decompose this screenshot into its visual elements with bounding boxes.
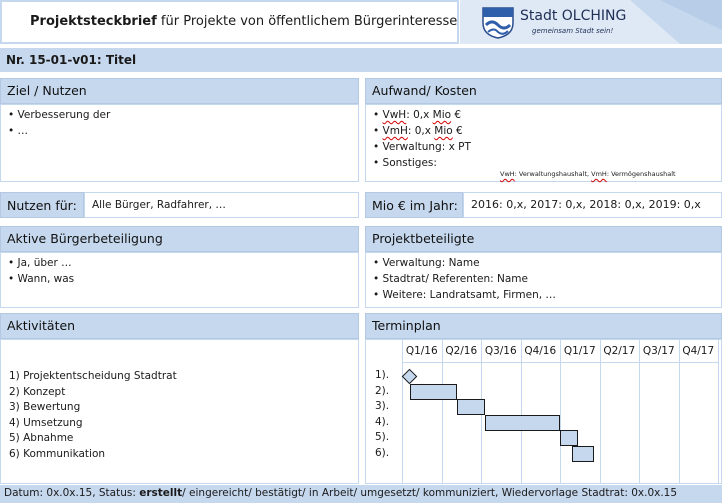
gantt-quarter-label: Q4/16 bbox=[524, 345, 557, 357]
aktivitaeten-header bbox=[0, 313, 359, 339]
project-id-bar bbox=[0, 48, 722, 72]
beteiligte-body bbox=[365, 252, 722, 308]
aufwand-item-vmh: • VmH: 0,x Mio € bbox=[373, 125, 463, 137]
gantt-chart bbox=[366, 340, 721, 483]
gantt-quarter-label: Q2/16 bbox=[445, 345, 478, 357]
ziel-title: Ziel / Nutzen bbox=[7, 83, 87, 98]
gantt-quarter-label: Q3/17 bbox=[642, 345, 675, 357]
gantt-quarter-label: Q1/16 bbox=[405, 345, 438, 357]
mio-jahr-value-box bbox=[463, 192, 722, 218]
page-title-rest: für Projekte von öffentlichem Bürgerinteresse bbox=[156, 14, 458, 29]
nutzen-fuer-value-box bbox=[84, 192, 359, 218]
gantt-bar bbox=[410, 384, 457, 400]
beteiligte-header bbox=[365, 226, 722, 252]
logo-area bbox=[460, 0, 722, 44]
gantt-quarter-label: Q4/17 bbox=[682, 345, 715, 357]
coat-of-arms-icon bbox=[480, 5, 516, 39]
footer-status-bar bbox=[0, 485, 722, 503]
gantt-row-label: 2). bbox=[375, 384, 390, 397]
gantt-bar bbox=[560, 430, 578, 446]
nutzen-fuer-value: Alle Bürger, Radfahrer, … bbox=[92, 199, 226, 211]
gantt-row-label: 6). bbox=[375, 446, 390, 459]
aufwand-item-sonstiges: • Sonstiges: bbox=[373, 157, 437, 169]
beteiligte-item: • Stadtrat/ Referenten: Name bbox=[373, 273, 528, 285]
aufwand-item-verwaltung: • Verwaltung: x PT bbox=[373, 141, 471, 153]
buerger-title: Aktive Bürgerbeteiligung bbox=[7, 231, 163, 246]
terminplan-header bbox=[365, 313, 722, 339]
aktivitaet-item: 1) Projektentscheidung Stadtrat bbox=[9, 370, 177, 382]
footer-date-label: Datum: 0x.0x.15, Status: bbox=[4, 487, 140, 499]
project-id-title: Nr. 15-01-v01: Titel bbox=[6, 53, 137, 67]
aktivitaeten-body bbox=[0, 339, 359, 484]
ziel-item: • … bbox=[8, 125, 29, 137]
aktivitaeten-title: Aktivitäten bbox=[7, 318, 76, 333]
aktivitaet-item: 4) Umsetzung bbox=[9, 416, 83, 429]
gantt-row-label: 4). bbox=[375, 415, 390, 428]
ziel-header bbox=[0, 78, 359, 104]
ziel-body bbox=[0, 104, 359, 182]
aufwand-title: Aufwand/ Kosten bbox=[372, 83, 477, 98]
aktivitaet-item: 5) Abnahme bbox=[9, 432, 74, 444]
mio-jahr-label-box bbox=[365, 192, 463, 218]
gantt-quarter-label: Q3/16 bbox=[484, 345, 517, 357]
beteiligte-item: • Verwaltung: Name bbox=[373, 257, 480, 269]
ziel-item: • Verbesserung der bbox=[8, 109, 111, 121]
gantt-bar bbox=[485, 415, 560, 431]
nutzen-fuer-label: Nutzen für: bbox=[7, 198, 77, 213]
footer-status-current: erstellt bbox=[139, 487, 183, 499]
page-title bbox=[30, 14, 457, 29]
aufwand-footnote: VwH: Verwaltungshaushalt, VmH: Vermögenshaushalt bbox=[500, 170, 676, 178]
logo-city-name: Stadt OLCHING bbox=[520, 8, 627, 24]
beteiligte-title: Projektbeteiligte bbox=[372, 231, 475, 246]
gantt-quarter-label: Q2/17 bbox=[603, 345, 636, 357]
gantt-row-label: 3). bbox=[375, 400, 390, 412]
gantt-row-label: 1). bbox=[375, 369, 390, 381]
buerger-item: • Wann, was bbox=[8, 273, 75, 285]
gantt-row-label: 5). bbox=[375, 431, 390, 443]
gantt-bar bbox=[572, 446, 594, 462]
gantt-milestone bbox=[402, 368, 418, 384]
aktivitaet-item: 2) Konzept bbox=[9, 385, 66, 398]
terminplan-title: Terminplan bbox=[372, 318, 441, 333]
terminplan-body bbox=[365, 339, 722, 484]
gantt-gridline bbox=[718, 340, 719, 483]
aktivitaet-item: 3) Bewertung bbox=[9, 401, 81, 413]
buerger-item: • Ja, über … bbox=[8, 257, 72, 269]
aktivitaeten-list bbox=[9, 369, 177, 462]
aktivitaet-item: 6) Kommunikation bbox=[9, 447, 106, 460]
footer-status-rest: / eingereicht/ bestätigt/ in Arbeit/ umgesetzt/ kommuniziert, Wiedervorlage Stadtrat: 0x.0x.15 bbox=[182, 487, 678, 499]
logo-slogan: gemeinsam Stadt sein! bbox=[532, 27, 614, 35]
gantt-header-line bbox=[402, 362, 718, 363]
page-title-bold: Projektsteckbrief bbox=[30, 14, 157, 29]
gantt-quarter-label: Q1/17 bbox=[563, 345, 596, 357]
buerger-header bbox=[0, 226, 359, 252]
aufwand-header bbox=[365, 78, 722, 104]
gantt-bar bbox=[457, 399, 485, 415]
buerger-body bbox=[0, 252, 359, 308]
mio-jahr-label: Mio € im Jahr: bbox=[372, 198, 458, 213]
beteiligte-item: • Weitere: Landratsamt, Firmen, … bbox=[373, 289, 556, 301]
mio-jahr-value: 2016: 0,x, 2017: 0,x, 2018: 0,x, 2019: 0,x bbox=[471, 198, 701, 211]
aufwand-item-vwh: • VwH: 0,x Mio € bbox=[373, 109, 462, 121]
nutzen-fuer-label-box bbox=[0, 192, 84, 218]
